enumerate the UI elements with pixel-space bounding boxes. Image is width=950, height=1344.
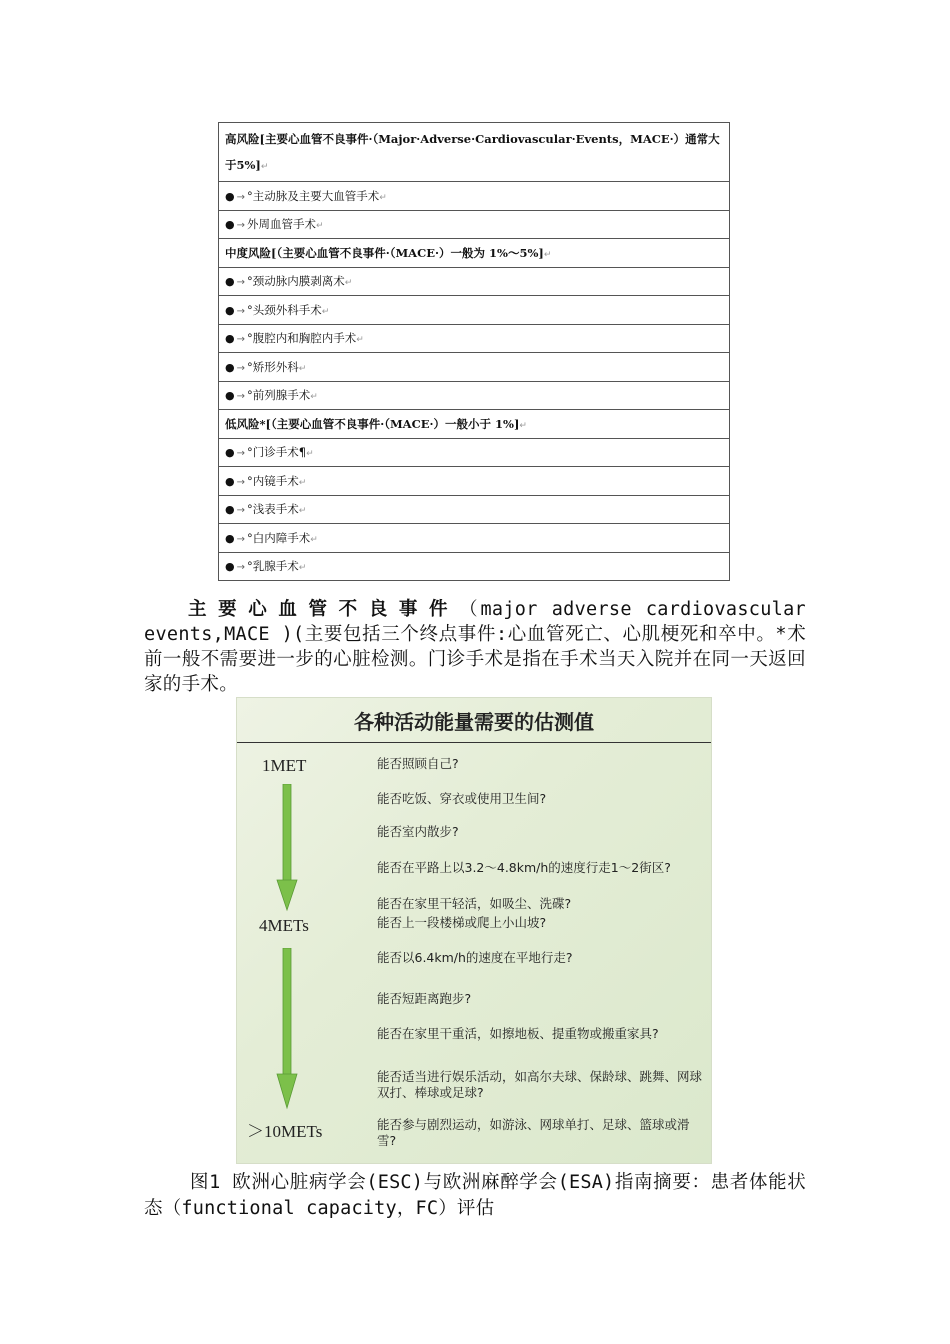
table-row (219, 296, 730, 325)
low-risk-header: 低风险*[（主要心血管不良事件·（MACE·）一般小于 1%] (225, 416, 520, 431)
table-row (219, 182, 730, 211)
bullet-icon: ● (225, 531, 235, 545)
table-section-header (219, 410, 730, 439)
question-strenuous-sports: 能否参与剧烈运动，如游泳、网球单打、足球、篮球或滑雪? (377, 1117, 690, 1148)
activity-energy-figure (236, 697, 712, 1164)
question-indoor-walk: 能否室内散步? (377, 824, 459, 839)
tab-arrow-icon: → (236, 448, 245, 460)
question-climb-stairs: 能否上一段楼梯或爬上小山坡? (377, 915, 547, 930)
bullet-icon: ● (225, 503, 235, 517)
tab-arrow-icon: → (236, 533, 245, 545)
paragraph-mark: ↵ (344, 278, 353, 289)
down-arrow-icon (275, 948, 299, 1110)
figure-title: 各种活动能量需要的估测值 (354, 710, 594, 734)
figure-caption: 图1 欧洲心脏病学会(ESC)与欧洲麻醉学会(ESA)指南摘要：患者体能状态（functional capacity，FC）评估 (144, 1172, 806, 1219)
bullet-icon: ● (225, 474, 235, 488)
paragraph-mark: ↵ (298, 477, 307, 488)
table-item: °腹腔内和胸腔内手术 (247, 331, 357, 346)
table-item: °主动脉及主要大血管手术 (247, 188, 380, 203)
mace-definition-paragraph (144, 597, 806, 697)
question-walk-fast: 能否以6.4km/h的速度在平地行走? (377, 950, 573, 965)
paragraph-mark: ↵ (321, 306, 330, 317)
paragraph-mark: ↵ (379, 192, 387, 203)
table-row (219, 467, 730, 496)
tab-arrow-icon: → (236, 391, 245, 403)
bullet-icon: ● (225, 189, 235, 203)
paragraph-mark: ↵ (310, 534, 318, 545)
table-row (219, 324, 730, 353)
question-walk-blocks: 能否在平路上以3.2～4.8km/h的速度行走1～2街区? (377, 860, 671, 875)
table-item: °前列腺手术 (247, 388, 311, 403)
table-row (219, 495, 730, 524)
bullet-icon: ● (225, 332, 235, 346)
paragraph-mark: ↵ (519, 420, 527, 431)
table-item: °浅表手术 (247, 502, 299, 517)
paragraph-mark: ↵ (310, 392, 318, 403)
bullet-icon: ● (225, 303, 235, 317)
table-section-header (219, 239, 730, 268)
bullet-icon: ● (225, 560, 235, 574)
paragraph-mark: ↵ (260, 162, 269, 172)
tab-arrow-icon: → (236, 277, 245, 289)
bullet-icon: ● (225, 218, 235, 232)
down-arrow-icon (275, 784, 299, 912)
tab-arrow-icon: → (236, 334, 245, 346)
question-self-care: 能否照顾自己? (377, 756, 459, 771)
table-row (219, 524, 730, 553)
medium-risk-header: 中度风险[（主要心血管不良事件·（MACE·）一般为 1%～5%] (225, 245, 544, 260)
tab-arrow-icon: → (236, 305, 245, 317)
figure-divider (237, 742, 711, 743)
table-item: °白内障手术 (247, 530, 311, 545)
surgical-risk-table (218, 122, 730, 581)
table-item: °门诊手术¶ (247, 445, 307, 460)
tab-arrow-icon: → (236, 476, 245, 488)
table-item: °矫形外科 (247, 359, 299, 374)
paragraph-mark: ↵ (298, 506, 307, 517)
table-item: 外周血管手术 (247, 217, 316, 232)
question-short-run: 能否短距离跑步? (377, 991, 472, 1006)
paragraph-mark: ↵ (306, 449, 314, 460)
bullet-icon: ● (225, 446, 235, 460)
met-label-10: ＞10METs (247, 1122, 323, 1141)
paragraph-mark: ↵ (543, 249, 552, 260)
tab-arrow-icon: → (236, 191, 245, 203)
tab-arrow-icon: → (236, 505, 245, 517)
table-row (219, 552, 730, 581)
bullet-icon: ● (225, 275, 235, 289)
paragraph-mark: ↵ (316, 221, 324, 232)
paragraph-mark: ↵ (298, 363, 307, 374)
table-item: °头颈外科手术 (247, 302, 322, 317)
tab-arrow-icon: → (236, 362, 245, 374)
question-recreation: 能否适当进行娱乐活动，如高尔夫球、保龄球、跳舞、网球双打、棒球或足球? (377, 1069, 703, 1100)
question-light-housework: 能否在家里干轻活，如吸尘、洗碟? (377, 896, 572, 911)
met-label-4: 4METs (259, 916, 309, 935)
high-risk-header: 高风险[主要心血管不良事件·（Major·Adverse·Cardiovascular·Events，MACE·）通常大于5%] (225, 132, 720, 172)
table-item: °颈动脉内膜剥离术 (247, 274, 345, 289)
table-row (219, 381, 730, 410)
bullet-icon: ● (225, 360, 235, 374)
table-row (219, 267, 730, 296)
table-item: °内镜手术 (247, 473, 299, 488)
paragraph-mark: ↵ (298, 563, 307, 574)
table-row (219, 210, 730, 239)
met-label-1: 1MET (262, 756, 307, 775)
table-row (219, 353, 730, 382)
tab-arrow-icon: → (236, 220, 245, 232)
bullet-icon: ● (225, 389, 235, 403)
question-eat-dress: 能否吃饭、穿衣或使用卫生间? (377, 791, 547, 806)
paragraph-mark: ↵ (356, 335, 364, 346)
tab-arrow-icon: → (236, 562, 245, 574)
table-item: °乳腺手术 (247, 559, 299, 574)
question-heavy-housework: 能否在家里干重活，如擦地板、提重物或搬重家具? (377, 1026, 659, 1041)
table-row (219, 438, 730, 467)
mace-definition-text: （major adverse cardiovascular events,MACE )(主要包括三个终点事件:心血管死亡、心肌梗死和卒中。*术前一般不需要进一步的心脏检测。门诊手术是指在手术当天入院并在同一天返回家的手术。 (144, 599, 806, 695)
table-section-header (219, 123, 730, 182)
mace-term: 主要心血管不良事件 (188, 599, 460, 620)
